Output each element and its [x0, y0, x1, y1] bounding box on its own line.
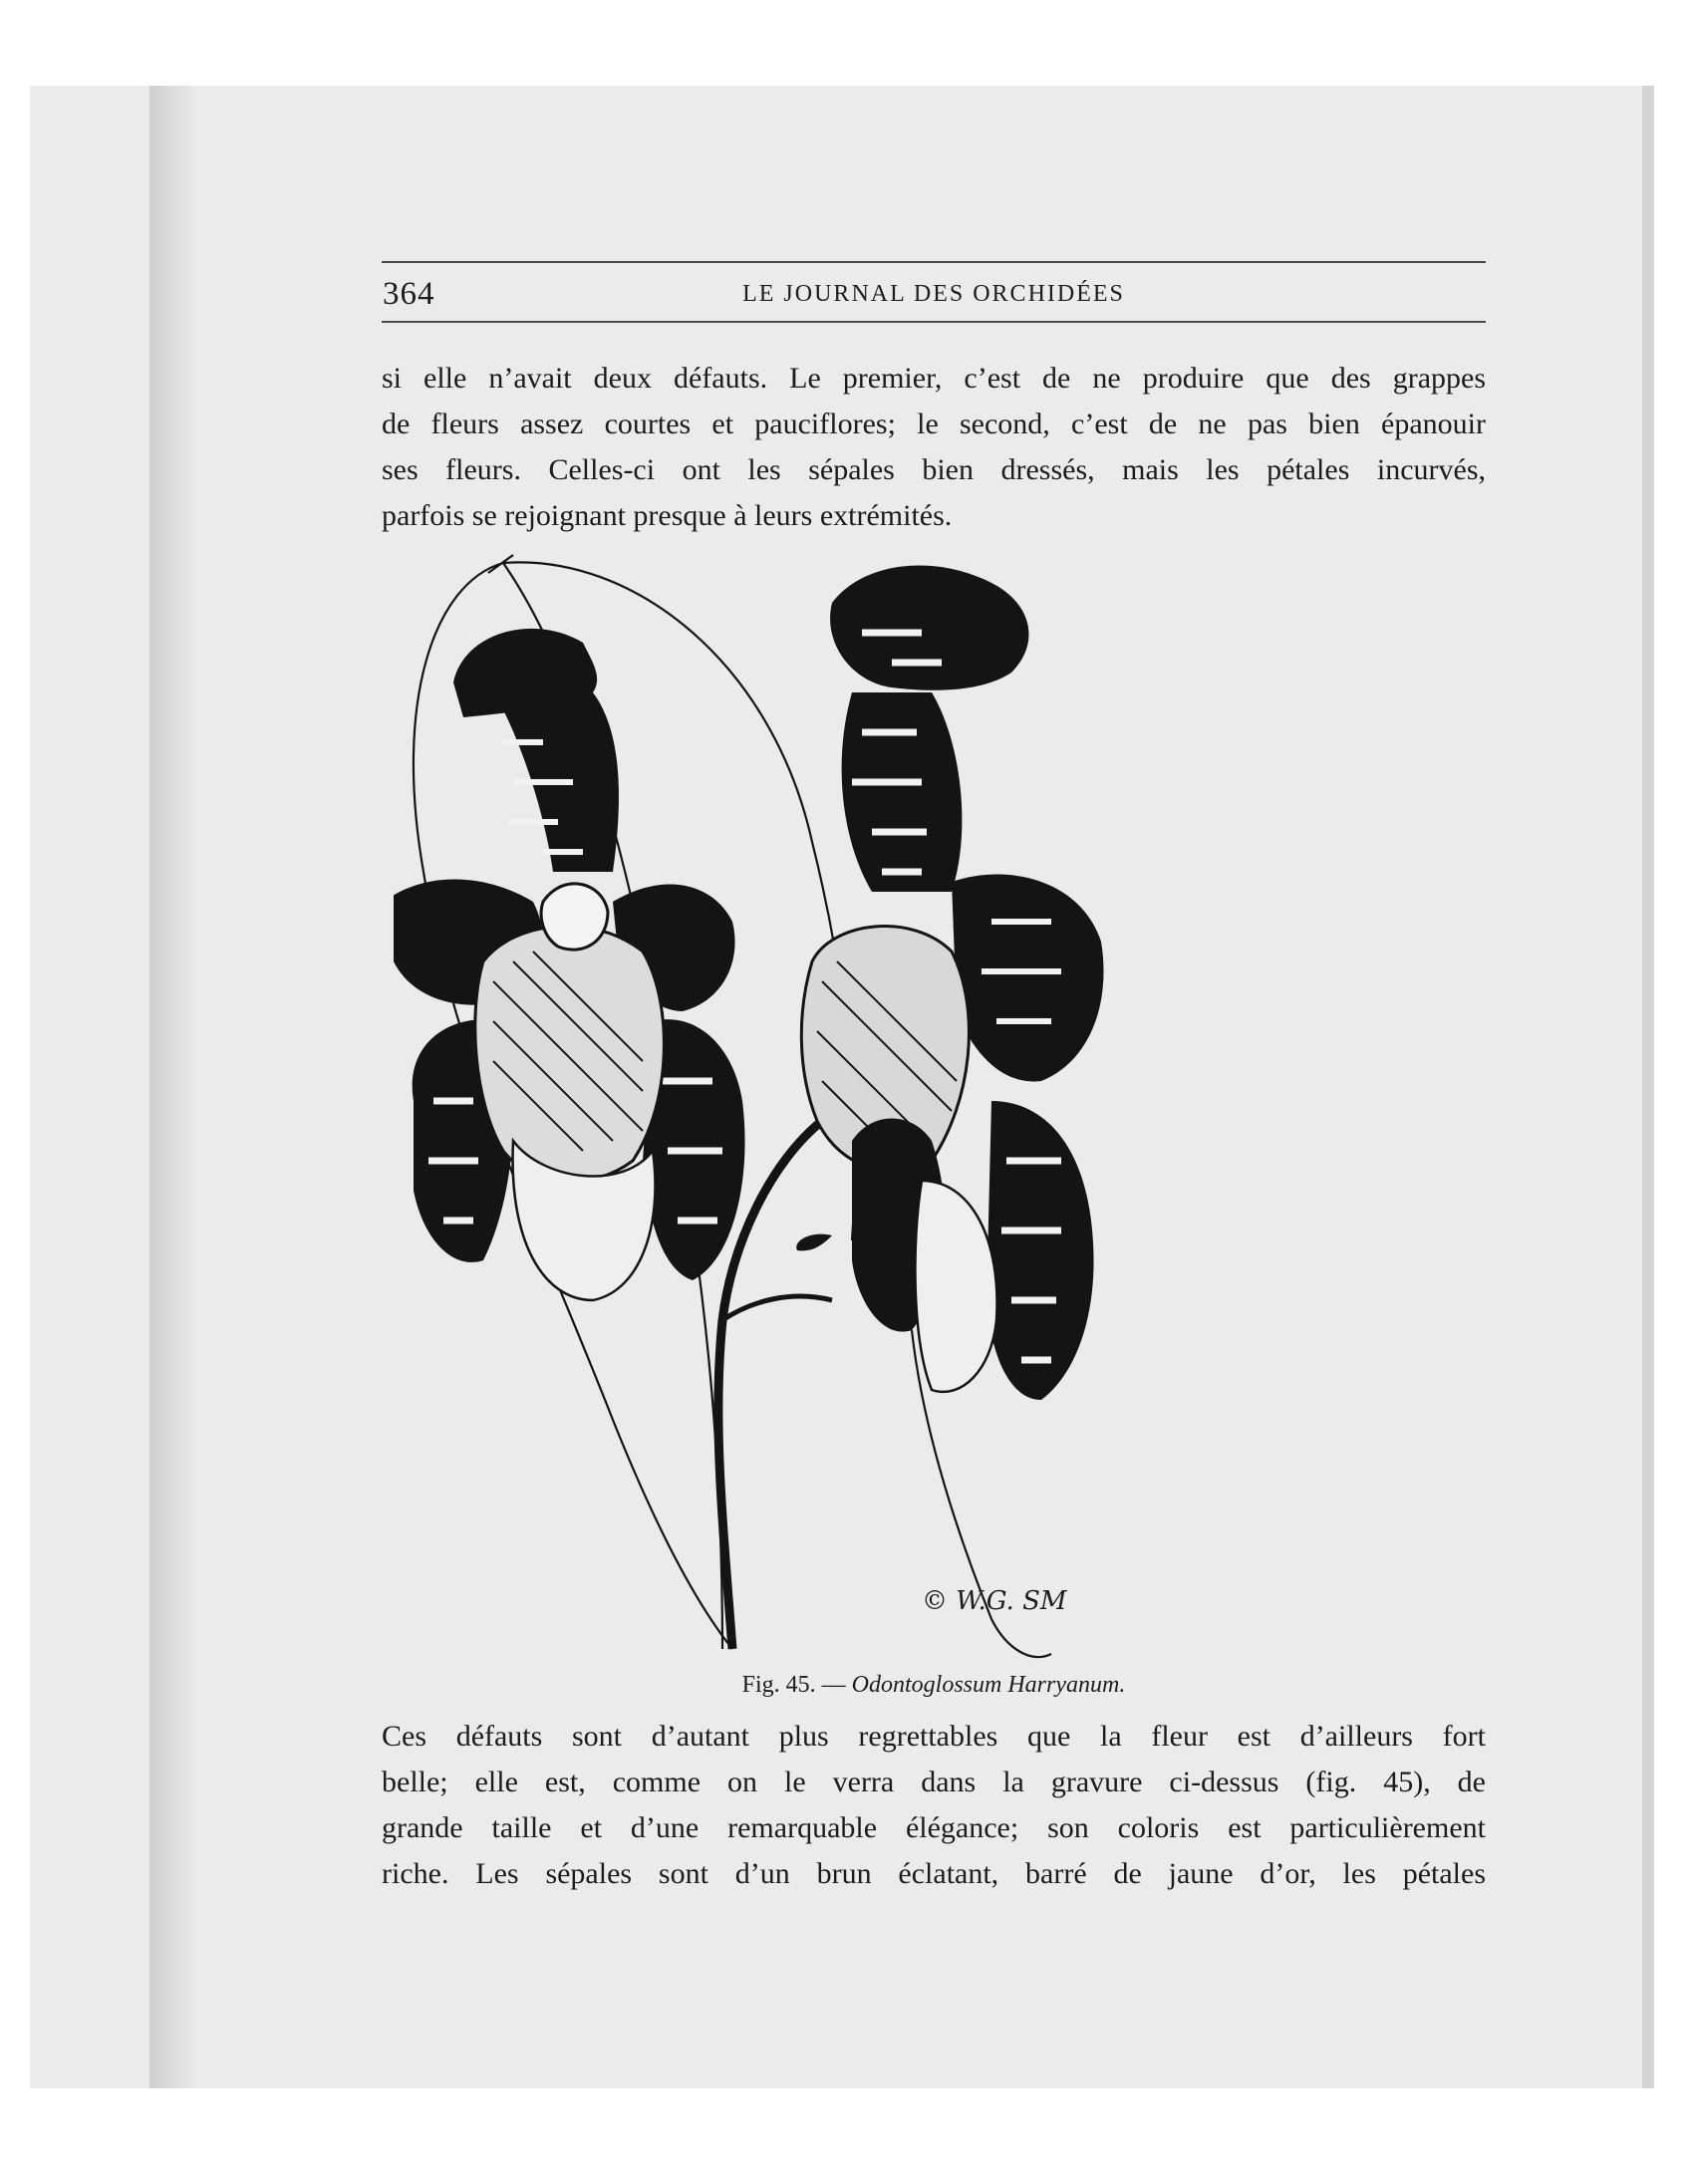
text-line: belle; elle est, comme on le verra dans la gravure ci-dessus (fig. 45), de [382, 1766, 1486, 1798]
page-right-edge [1642, 86, 1654, 2088]
header-rule-bottom [382, 321, 1486, 323]
text-line: si elle n’avait deux défauts. Le premier, c’est de ne produire que des grappes [382, 362, 1486, 395]
text-line: Ces défauts sont d’autant plus regrettables que la fleur est d’ailleurs fort [382, 1720, 1486, 1753]
engraver-signature: © W.G. SM [922, 1586, 1067, 1616]
text-line: parfois se rejoignant presque à leurs extrémités. [382, 499, 953, 532]
header-rule-top [382, 261, 1486, 263]
text-line: ses fleurs. Celles-ci ont les sépales bien dressés, mais les pétales incurvés, [382, 453, 1486, 486]
gutter-shadow [149, 86, 199, 2088]
caption-title: Odontoglossum Harryanum. [851, 1672, 1126, 1698]
running-title: LE JOURNAL DES ORCHIDÉES [742, 281, 1125, 307]
text-line: grande taille et d’une remarquable élégance; son coloris est particulièrement [382, 1811, 1486, 1844]
figure-caption [382, 1670, 1486, 1700]
orchid-engraving [394, 543, 1111, 1659]
caption-label: Fig. 45. — [741, 1672, 846, 1698]
left-flower [394, 629, 745, 1300]
right-flower [801, 566, 1103, 1400]
page-number: 364 [383, 276, 435, 312]
text-line: de fleurs assez courtes et pauciflores; le second, c’est de ne pas bien épanouir [382, 408, 1486, 440]
text-line: riche. Les sépales sont d’un brun éclatant, barré de jaune d’or, les pétales [382, 1857, 1486, 1890]
